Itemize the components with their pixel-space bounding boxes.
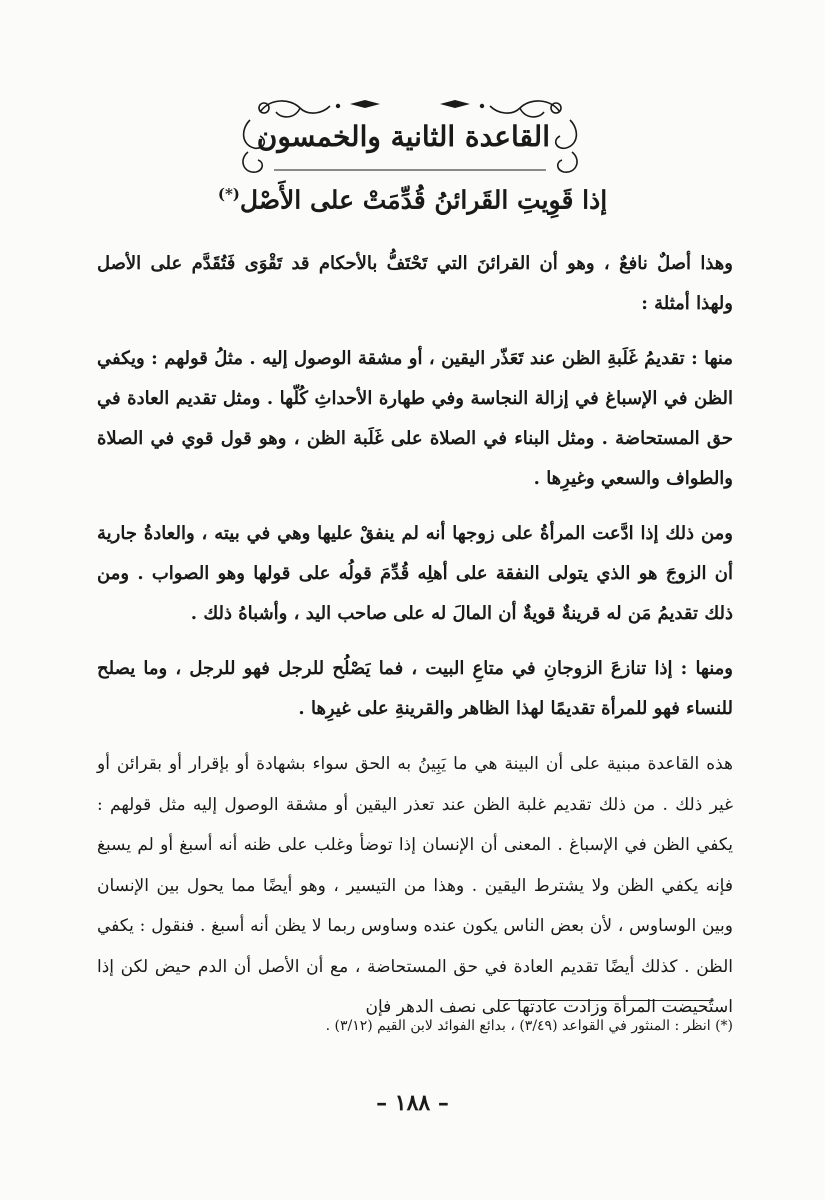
rule-title-footnote-marker: (*): [217, 185, 240, 203]
paragraph-intro: وهذا أصلٌ نافعٌ ، وهو أن القرائنَ التي تَحْتَفُّ بالأحكام قد تَقْوَى فَتُقَدَّم على الأصل ولهذا أمثلة :: [97, 253, 733, 314]
footnote: (*) انظر : المنثور في القواعد (٣/٤٩) ، بدائع الفوائد لابن القيم (٣/١٢) .: [325, 1018, 733, 1034]
page-number: – ١٨٨ –: [376, 1090, 449, 1116]
rule-title: [100, 185, 725, 214]
paragraph-example-1: منها : تقديمُ غَلَبةِ الظن عند تَعَذّر اليقين ، أو مشقة الوصول إليه . مثلُ قولهم : ويكفي الظن في الإسباغ في إزالة النجاسة وفي طهارة الأحداثِ كُلّها . ومثل تقديم العادة في حق المستحاضة . ومثل البناء في الصلاة على غَلَبة الظن ، وهو قول قوي في الصلاة والطواف والسعي وغيرِها .: [97, 348, 733, 489]
rule-title-text: إذا قَوِيتِ القَرائنُ قُدِّمَتْ على الأَصْل: [239, 185, 608, 215]
paragraph-commentary: هذه القاعدة مبنية على أن البينة هي ما يَبِينُ به الحق سواء بشهادة أو بإقرار أو بقرائن أو غير ذلك . من ذلك تقديم غلبة الظن عند تعذر اليقين أو مشقة الوصول إليه مثل قولهم : يكفي الظن في الإسباغ . المعنى أن الإنسان إذا توضأ وغلب على ظنه أنه أسبغ أو لم يسبغ فإنه يكفي الظن ولا يشترط اليقين . وهذا من التيسير ، وهو أيضًا مما يحول بين الإنسان وبين الوساوس ، لأن بعض الناس يكون عنده وساوس ربما لا يظن أنه أسبغ . فنقول : يكفي الظن . كذلك أيضًا تقديم العادة في حق المستحاضة ، مع أن الأصل أن الدم حيض لكن إذا استُحيضت المرأة وزادت عادتها على نصف الدهر فإن: [97, 754, 733, 1017]
body-text: [97, 244, 733, 1043]
chapter-title-frame: [230, 90, 590, 185]
paragraph-example-3: ومنها : إذا تنازعَ الزوجانِ في متاعِ البيت ، فما يَصْلُح للرجل فهو للرجل ، وما يصلح للنساء فهو للمرأة تقديمًا لهذا الظاهر والقرينةِ على غيرِها .: [97, 658, 733, 719]
footnote-divider: [500, 1000, 712, 1001]
paragraph-example-2: ومن ذلك إذا ادَّعت المرأةُ على زوجها أنه لم ينفقْ عليها وهي في بيته ، والعادةُ جارية أن الزوجَ هو الذي يتولى النفقة على أهلِه قُدِّمَ قولُه على قولها وهو الصواب . ومن ذلك تقديمُ مَن له قرينةٌ قويةٌ أن المالَ له على صاحب اليد ، وأشباهُ ذلك .: [97, 523, 733, 624]
chapter-title: القاعدة الثانية والخمسون: [256, 120, 550, 153]
